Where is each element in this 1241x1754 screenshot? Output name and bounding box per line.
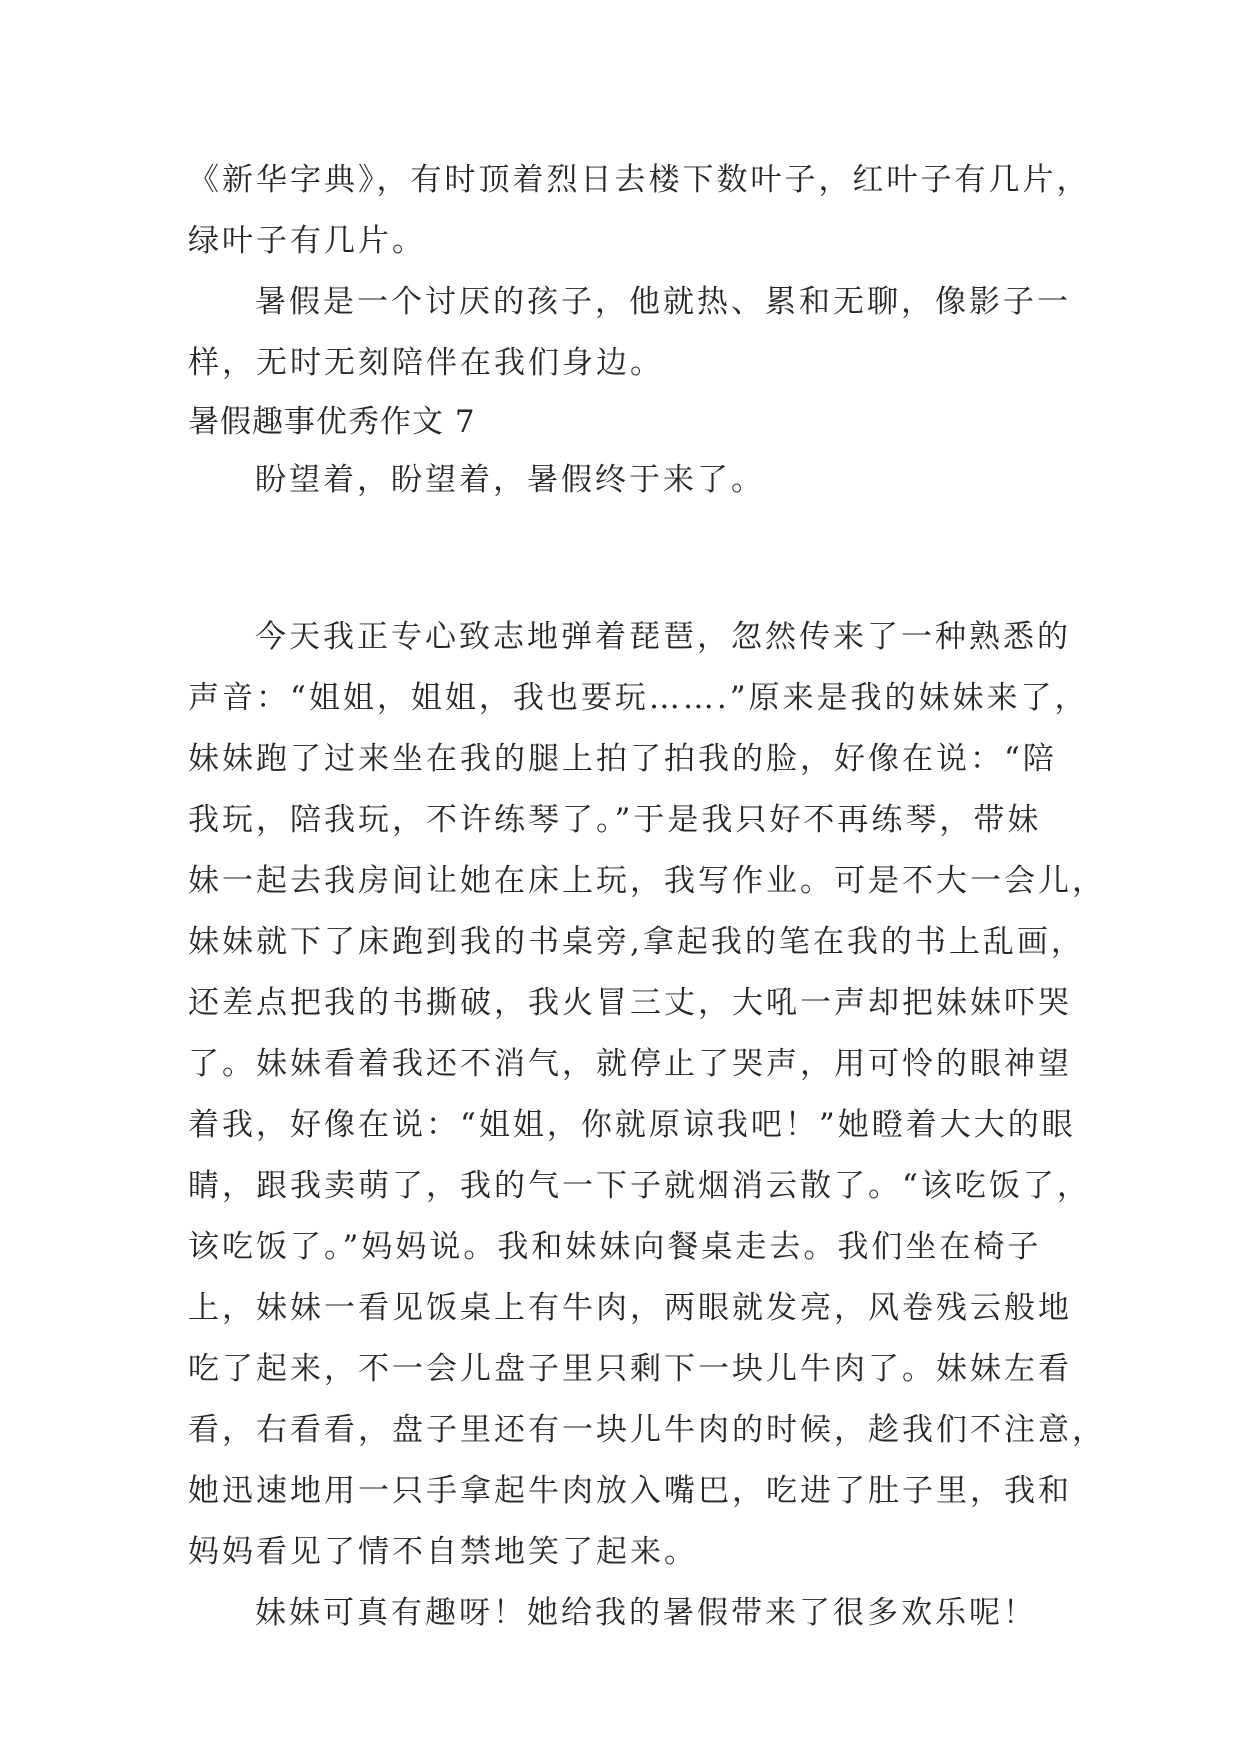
text-line: 今天我正专心致志地弹着琵琶，忽然传来了一种熟悉的 [255,619,1071,655]
paragraph [188,272,1071,394]
text-line: 看，右看看，盘子里还有一块儿牛肉的时候，趁我们不注意， [188,1412,1106,1448]
text-line: 我玩，陪我玩，不许练琴了。”于是我只好不再练琴，带妹 [188,802,1042,838]
text-line: 上，妹妹一看见饭桌上有牛肉，两眼就发亮，风卷残云般地 [188,1290,1072,1326]
essay-heading: 暑假趣事优秀作文 7 [188,404,476,440]
text-line: 吃了起来，不一会儿盘子里只剩下一块儿牛肉了。妹妹左看 [188,1351,1072,1387]
text-line: 妹妹跑了过来坐在我的腿上拍了拍我的脸，好像在说：“陪 [188,741,1057,777]
text-line: 该吃饭了。”妈妈说。我和妹妹向餐桌走去。我们坐在椅子 [188,1229,1042,1265]
text-line: 还差点把我的书撕破，我火冒三丈，大吼一声却把妹妹吓哭 [188,985,1072,1021]
text-line: 妹妹就下了床跑到我的书桌旁,拿起我的笔在我的书上乱画， [188,924,1085,960]
paragraph [188,150,1091,272]
text-line: 暑假是一个讨厌的孩子，他就热、累和无聊，像影子一 [255,284,1071,320]
text-line: 她迅速地用一只手拿起牛肉放入嘴巴，吃进了肚子里，我和 [188,1473,1072,1509]
text-line: 《新华字典》，有时顶着烈日去楼下数叶子，红叶子有几片， [188,162,1091,198]
text-line: 睛，跟我卖萌了，我的气一下子就烟消云散了。“该吃饭了， [188,1168,1091,1204]
text-line: 样，无时无刻陪伴在我们身边。 [188,345,664,381]
text-line: 妹一起去我房间让她在床上玩，我写作业。可是不大一会儿， [188,863,1106,899]
closing-paragraph: 妹妹可真有趣呀！她给我的暑假带来了很多欢乐呢！ [255,1595,1037,1631]
document-body [188,150,1106,1644]
intro-paragraph: 盼望着，盼望着，暑假终于来了。 [255,462,765,498]
text-line: 妈妈看见了情不自禁地笑了起来。 [188,1534,698,1570]
text-line: 了。妹妹看着我还不消气，就停止了哭声，用可怜的眼神望 [188,1046,1072,1082]
story-paragraph [188,607,1106,1583]
text-line: 着我，好像在说：“姐姐，你就原谅我吧！”她瞪着大大的眼 [188,1107,1076,1143]
paragraph-gap [188,511,1068,607]
text-line: 声音：“姐姐，姐姐，我也要玩…….”原来是我的妹妹来了， [188,680,1089,716]
text-line: 绿叶子有几片。 [188,223,426,259]
